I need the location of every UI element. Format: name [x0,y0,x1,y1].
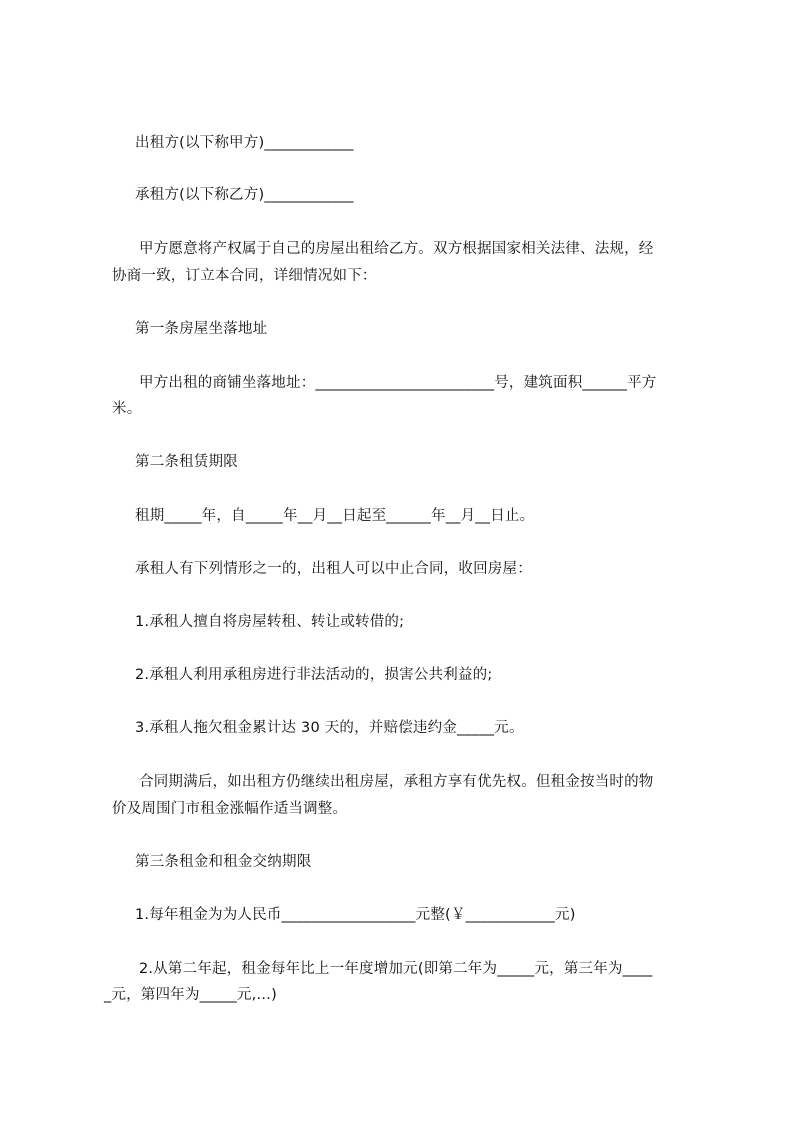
rent-increase-line-1: 2.从第二年起，租金每年比上一年度增加元(即第二年为_____元，第三年为____ [139,961,653,977]
annual-rent-line: 1.每年租金为为人民币__________________元整(￥____________元) [135,907,576,923]
address-line-1: 甲方出租的商铺坐落地址：________________________号，建筑面积______平方 [139,375,657,391]
renewal-line-2: 价及周围门市租金涨幅作适当调整。 [112,801,348,817]
article-3-title: 第三条租金和租金交纳期限 [135,854,312,870]
termination-clause-1: 1.承租人擅自将房屋转租、转让或转借的; [135,614,405,630]
renewal-line-1: 合同期满后，如出租方仍继续出租房屋，承租方享有优先权。但租金按当时的物 [139,774,654,790]
rent-increase-line-2: _元，第四年为_____元,…) [104,987,277,1003]
article-2-title: 第二条租赁期限 [135,454,238,470]
termination-intro: 承租人有下列情形之一的，出租人可以中止合同，收回房屋： [135,561,532,577]
termination-clause-3: 3.承租人拖欠租金累计达 30 天的，并赔偿违约金_____元。 [135,720,524,736]
intro-paragraph-line-2: 协商一致，订立本合同，详细情况如下： [112,268,377,284]
intro-paragraph-line-1: 甲方愿意将产权属于自己的房屋出租给乙方。双方根据国家相关法律、法规，经 [139,241,654,257]
termination-clause-2: 2.承租人利用承租房进行非法活动的，损害公共利益的; [135,667,493,683]
lessor-line: 出租方(以下称甲方)____________ [135,135,354,151]
lease-term-line: 租期_____年，自_____年__月__日起至______年__月__日止。 [135,508,535,524]
address-line-2: 米。 [112,401,142,417]
article-1-title: 第一条房屋坐落地址 [135,321,268,337]
lessee-line: 承租方(以下称乙方)____________ [135,187,354,203]
